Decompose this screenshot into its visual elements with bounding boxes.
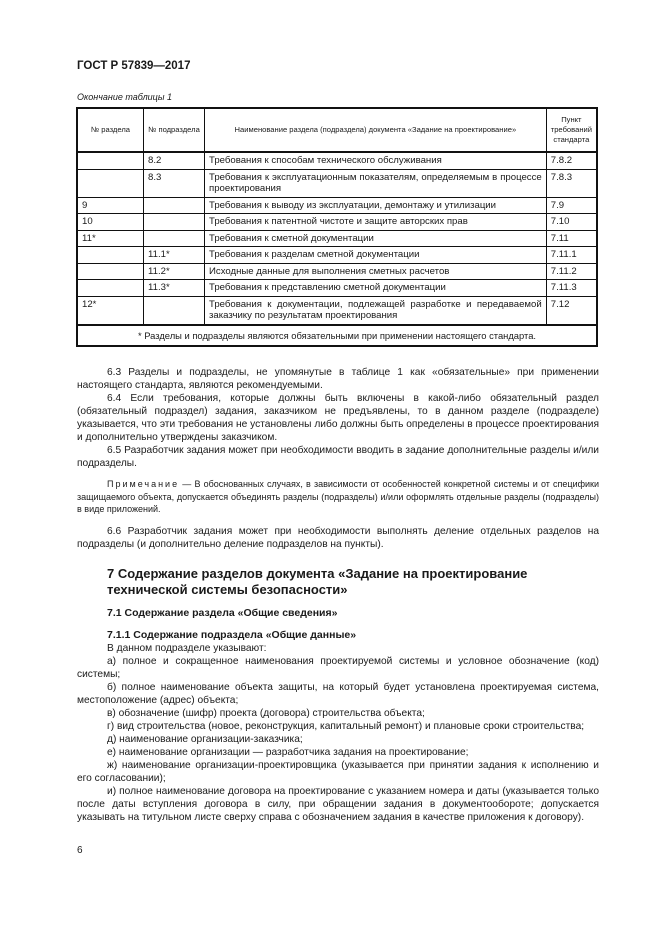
cell-name: Требования к патентной чистоте и защите авторских прав <box>205 214 547 231</box>
note-text: — В обоснованных случаях, в зависимости от особенностей конкретной системы и от специфики защищаемого объекта, допускается объединять разделы (подразделы) и/или оформлять отдельные разделы (подразделы) в виде приложений. <box>77 479 599 514</box>
cell-clause: 7.12 <box>546 296 597 325</box>
cell-name: Требования к выводу из эксплуатации, демонтажу и утилизации <box>205 197 547 214</box>
clause-6-5: 6.5 Разработчик задания может при необходимости вводить в задание дополнительные разделы и/или подразделы. <box>77 445 599 469</box>
document-header: ГОСТ Р 57839—2017 <box>77 60 191 72</box>
list-item: б) полное наименование объекта защиты, на который будет установлена проектируемая система, местоположение (адрес) объекта; <box>77 682 599 706</box>
cell-subsection <box>144 197 205 214</box>
table-footnote: * Разделы и подразделы являются обязательными при применении настоящего стандарта. <box>77 325 597 347</box>
list-item: г) вид строительства (новое, реконструкция, капитальный ремонт) и плановые сроки строительства; <box>107 721 585 732</box>
cell-clause: 7.11.2 <box>546 263 597 280</box>
list-item: и) полное наименование договора на проектирование с указанием номера и даты (указывается только после даты вступления договора в силу, при обращении задания в документообороте; допускается указывать на титульном листе сверху справа с обозначением задания в качестве приложения к договору). <box>77 786 599 823</box>
cell-section: 12* <box>77 296 144 325</box>
list-item: а) полное и сокращенное наименования проектируемой системы и условное обозначение (код) системы; <box>77 656 599 680</box>
table-row <box>77 152 597 169</box>
cell-section <box>77 247 144 264</box>
cell-subsection: 11.2* <box>144 263 205 280</box>
clause-6-4: 6.4 Если требования, которые должны быть включены в какой-либо обязательный раздел (обязательный подраздел) задания, заказчиком не предъявлены, то в данном разделе (подразделе) указывается, что эти требования не установлены либо должны быть определены в процессе проектирования и дополнительно утверждены заказчиком. <box>77 393 599 443</box>
clauses-6 <box>77 366 599 551</box>
clause-6-6: 6.6 Разработчик задания может при необходимости выполнять деление отдельных разделов на подразделы (и дополнительно деление подразделов на пункты). <box>77 525 599 550</box>
cell-section: 11* <box>77 230 144 247</box>
section-7 <box>77 566 599 824</box>
cell-section: 9 <box>77 197 144 214</box>
intro-text: В данном подразделе указывают: <box>107 643 267 654</box>
section-7-1-heading: 7.1 Содержание раздела «Общие сведения» <box>107 607 338 619</box>
note-label: Примечание <box>107 479 180 489</box>
cell-name: Исходные данные для выполнения сметных расчетов <box>205 263 547 280</box>
cell-name: Требования к разделам сметной документации <box>205 247 547 264</box>
cell-section <box>77 263 144 280</box>
cell-clause: 7.10 <box>546 214 597 231</box>
table-row <box>77 230 597 247</box>
col-header-clause: Пункт требований стандарта <box>546 108 597 152</box>
cell-clause: 7.11 <box>546 230 597 247</box>
cell-clause: 7.11.1 <box>546 247 597 264</box>
cell-subsection: 11.1* <box>144 247 205 264</box>
cell-subsection <box>144 214 205 231</box>
cell-name: Требования к сметной документации <box>205 230 547 247</box>
cell-subsection: 8.3 <box>144 169 205 197</box>
cell-subsection: 8.2 <box>144 152 205 169</box>
requirements-table <box>76 107 598 347</box>
table-row <box>77 197 597 214</box>
list-item: д) наименование организации-заказчика; <box>107 734 303 745</box>
cell-name: Требования к способам технического обслуживания <box>205 152 547 169</box>
section-7-1-1-heading: 7.1.1 Содержание подраздела «Общие данные» <box>107 629 357 641</box>
cell-clause: 7.8.3 <box>546 169 597 197</box>
cell-subsection: 11.3* <box>144 280 205 297</box>
list-item: е) наименование организации — разработчика задания на проектирование; <box>107 747 469 758</box>
cell-name: Требования к эксплуатационным показателям, определяемым в процессе проектирования <box>205 169 547 197</box>
col-header-subsection: № подраздела <box>144 108 205 152</box>
section-7-heading: 7 Содержание разделов документа «Задание на проектирование технической системы безопасности» <box>107 566 528 597</box>
table-row <box>77 169 597 197</box>
table-row <box>77 263 597 280</box>
cell-name: Требования к представлению сметной документации <box>205 280 547 297</box>
cell-subsection <box>144 230 205 247</box>
table-row <box>77 296 597 325</box>
page-number: 6 <box>77 845 83 856</box>
cell-subsection <box>144 296 205 325</box>
note <box>77 478 599 516</box>
cell-name: Требования к документации, подлежащей разработке и передаваемой заказчику по результатам проектирования <box>205 296 547 325</box>
table-row <box>77 247 597 264</box>
cell-clause: 7.9 <box>546 197 597 214</box>
col-header-name: Наименование раздела (подраздела) документа «Задание на проектирование» <box>205 108 547 152</box>
table-row <box>77 280 597 297</box>
cell-clause: 7.8.2 <box>546 152 597 169</box>
cell-clause: 7.11.3 <box>546 280 597 297</box>
table-row <box>77 214 597 231</box>
cell-section <box>77 280 144 297</box>
cell-section <box>77 169 144 197</box>
col-header-section: № раздела <box>77 108 144 152</box>
cell-section <box>77 152 144 169</box>
cell-section: 10 <box>77 214 144 231</box>
clause-6-3: 6.3 Разделы и подразделы, не упомянутые в таблице 1 как «обязательные» при применении настоящего стандарта, являются рекомендуемыми. <box>77 367 599 391</box>
table-caption: Окончание таблицы 1 <box>77 92 172 102</box>
list-item: ж) наименование организации-проектировщика (указывается при принятии задания к исполнению и его согласовании); <box>77 760 599 784</box>
list-item: в) обозначение (шифр) проекта (договора) строительства объекта; <box>107 708 425 719</box>
